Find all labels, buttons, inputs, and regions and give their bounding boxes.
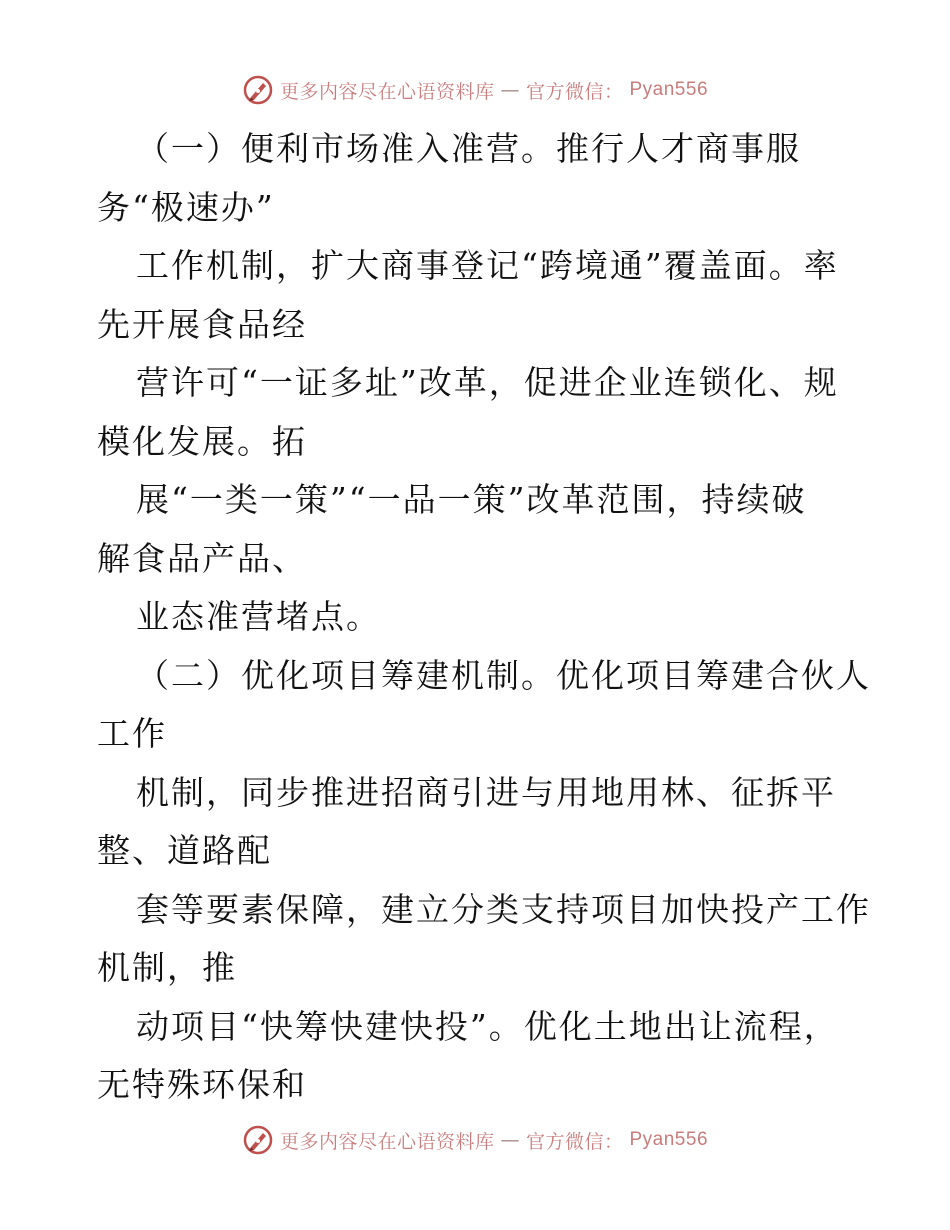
header-watermark [0, 70, 950, 110]
watermark-wechat-id: Pyan556 [629, 79, 709, 100]
text-line: 业态准营堵点。 [136, 597, 381, 636]
text-line: 无特殊环保和 [97, 1065, 307, 1104]
text-line: 营许可“一证多址”改革，促进企业连锁化、规 [136, 363, 839, 402]
watermark-separator: — [500, 1129, 520, 1151]
text-line: 动项目“快筹快建快投”。优化土地出让流程， [136, 1006, 839, 1046]
pen-logo-icon [242, 1124, 274, 1156]
document-body [97, 120, 871, 1115]
pen-logo-icon [242, 74, 274, 106]
text-line: 展“一类一策”“一品一策”改革范围，持续破 [136, 480, 807, 519]
text-line: 解食品产品、 [97, 538, 307, 578]
text-line: 机制，推 [97, 948, 237, 987]
text-line: 工作机制，扩大商事登记“跨境通”覆盖面。率 [136, 246, 839, 285]
watermark-text: 更多内容尽在心语资料库 [279, 80, 495, 103]
watermark-separator: — [500, 79, 520, 101]
text-line: 模化发展。拓 [97, 421, 307, 461]
text-line: 套等要素保障，建立分类支持项目加快投产工作 [136, 889, 871, 929]
footer-watermark [0, 1120, 950, 1160]
text-line: 整、道路配 [97, 831, 272, 870]
watermark-wechat-id: Pyan556 [629, 1129, 709, 1150]
watermark-suffix: 官方微信： [525, 80, 624, 103]
text-line: （二）优化项目筹建机制。优化项目筹建合伙人 [136, 655, 871, 695]
text-line: 先开展食品经 [97, 304, 307, 344]
text-line: （一）便利市场准入准营。推行人才商事服 [136, 129, 801, 168]
text-line: 机制，同步推进招商引进与用地用林、征拆平 [136, 772, 836, 812]
text-line: 工作 [97, 714, 167, 753]
watermark-text: 更多内容尽在心语资料库 [279, 1130, 495, 1153]
watermark-suffix: 官方微信： [525, 1130, 624, 1153]
text-line: 务“极速办” [97, 187, 275, 227]
